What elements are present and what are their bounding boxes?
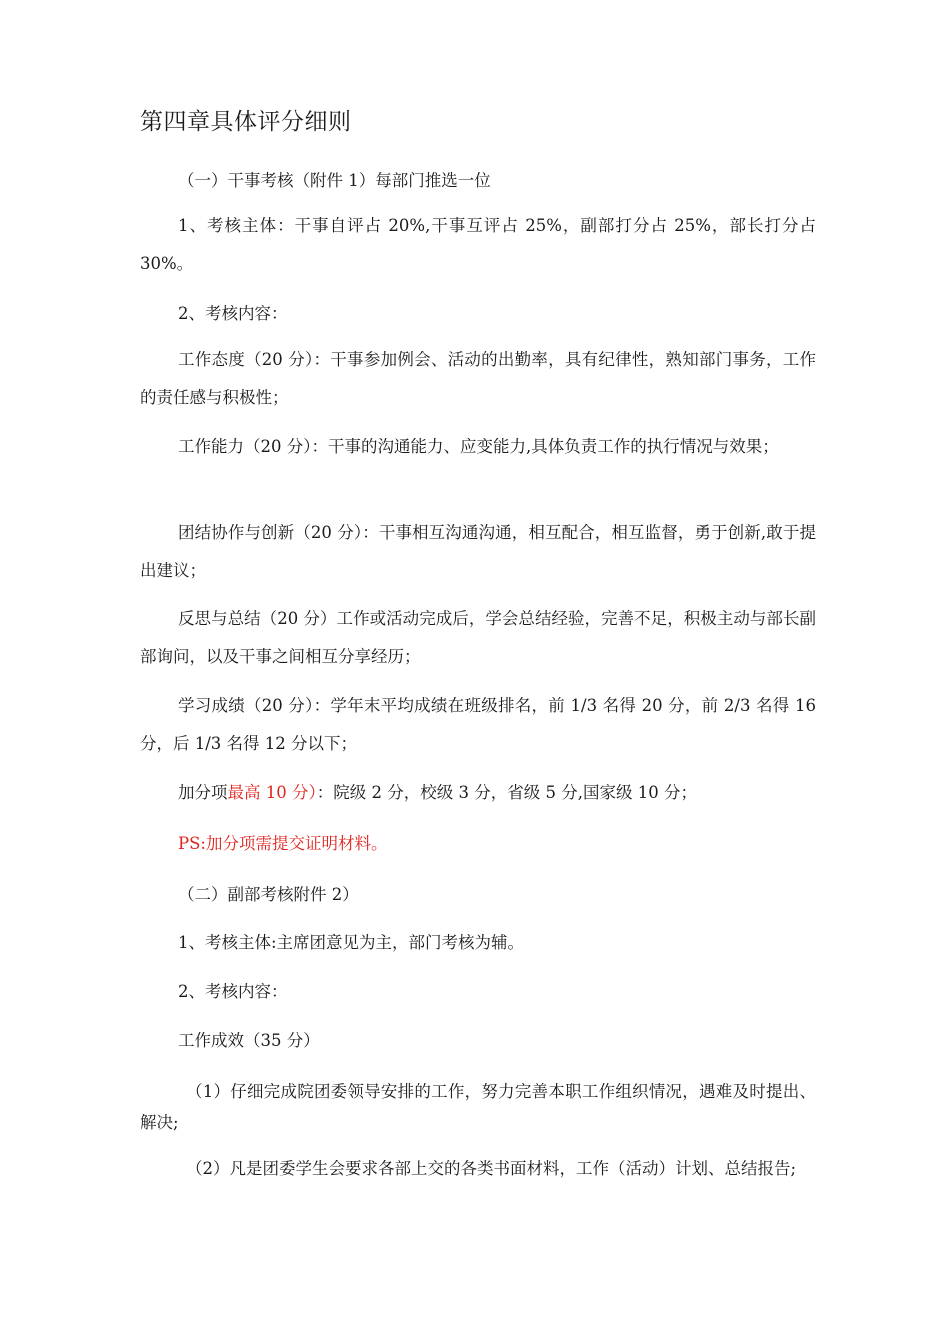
item-work-ability: 工作能力（20 分）：干事的沟通能力、应变能力,具体负责工作的执行情况与效果； [178,437,779,456]
item-work-attitude: 工作态度（20 分）：干事参加例会、活动的出勤率，具有纪律性，熟知部门事务，工作的责任感与积极性； [140,350,816,407]
work-result-label: 工作成效（35 分） [178,1031,320,1050]
section-1-heading: （一）干事考核（附件 1）每部门推选一位 [178,171,491,190]
bonus-detail: ：院级 2 分，校级 3 分，省级 5 分,国家级 10 分； [316,783,697,802]
ps-note: PS:加分项需提交证明材料。 [178,834,388,853]
item-teamwork-innovation: 团结协作与创新（20 分）：干事相互沟通沟通，相互配合，相互监督，勇于创新,敢于提出建议； [140,523,816,580]
item-reflection-summary: 反思与总结（20 分）工作或活动完成后，学会总结经验，完善不足，积极主动与部长副部询问，以及干事之间相互分享经历； [140,609,816,666]
section-1-assessment-subject: 1、考核主体：干事自评占 20%,干事互评占 25%，副部打分占 25%，部长打分占 30%。 [140,216,816,273]
bonus-prefix: 加分项 [178,783,228,802]
section-2-assessment-subject: 1、考核主体:主席团意见为主，部门考核为辅。 [178,933,525,952]
item-bonus [140,774,816,812]
chapter-title: 第四章具体评分细则 [140,109,352,135]
item-academic-score: 学习成绩（20 分）：学年末平均成绩在班级排名，前 1/3 名得 20 分，前 2/3 名得 16 分，后 1/3 名得 12 分以下； [140,696,816,753]
section-2-heading: （二）副部考核附件 2） [178,885,359,904]
section-2-content-label: 2、考核内容： [178,982,288,1001]
bonus-max-highlight: 最高 10 分） [227,783,317,802]
section-1-content-label: 2、考核内容： [178,304,288,323]
sub-item-2: （2）凡是团委学生会要求各部上交的各类书面材料，工作（活动）计划、总结报告; [186,1159,797,1178]
sub-item-1: （1）仔细完成院团委领导安排的工作，努力完善本职工作组织情况，遇难及时提出、解决; [140,1082,816,1132]
